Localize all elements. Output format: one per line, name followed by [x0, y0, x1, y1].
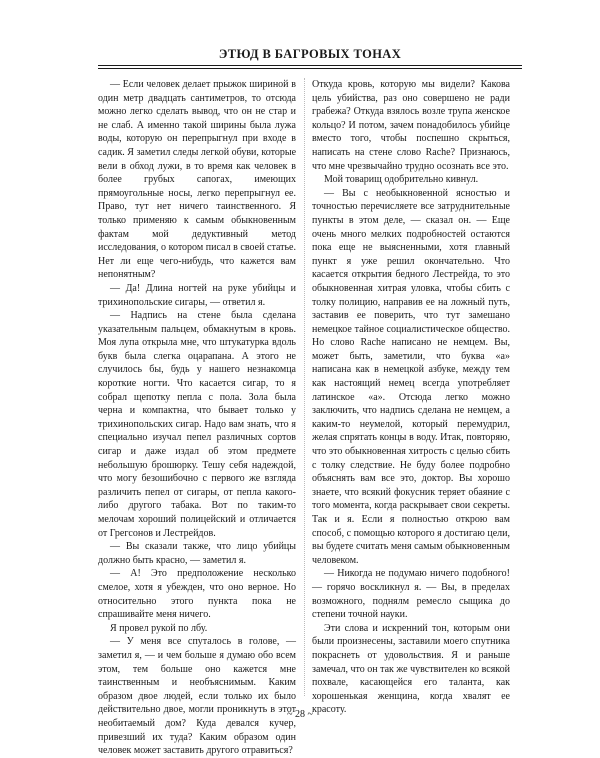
paragraph: — Вы с необыкновенной ясностью и точностью перечисляете все затруднительные пункты в этом деле, — сказал он. — Еще очень много мелких подробностей остаются пока еще не выясненными, хотя главный пункт я уже решил окончательно. Что касается открытия бедного Лестрейда, то это обыкновенная хитрая уловка, чтобы сбить с толку полицию, направив ее на ложный путь, заставив ее поверить, что тут замешано немецкое тайное социалистическое общество. Но слово Rache написано не немцем. Вы, может быть, заметили, что буква «а» написана как в немецкой азбуке, между тем как настоящий немец всегда употребляет латинское «а». Отсюда легко можно заключить, что надпись сделана не немцем, а каким-то неумелой, который перемудрил, желая спрятать концы в воду. Итак, повторяю, что это обыкновенная хитрость с целью сбить с толку следствие. Не буду более подробно объяснять вам все это, доктор. Вы хорошо знаете, что всякий фокусник теряет обаяние с того момента, когда раскрывает свои секреты. Так и я. Если я полностью открою вам способ, с помощью которого я достигаю цели, вы будете считать меня самым обыкновенным человеком. — [312, 187, 510, 566]
paragraph: Эти слова и искренний тон, которым они были произнесены, заставили моего спутника покраснеть от удовольствия. Я и раньше замечал, что он так же чувствителен ко всякой похвале, касающейся его таланта, как хорошенькая женщина, когда хвалят ее красоту. — [312, 622, 510, 716]
header-rule-thin — [98, 68, 522, 69]
paragraph-continued: Откуда кровь, которую мы видели? Какова цель убийства, раз оно совершено не ради грабежа? Откуда взялось возле трупа женское кольцо? И потом, зачем понадобилось убийце вместо того, чтобы поспешно скрыться, написать на стене слово Rache? Признаюсь, что мне чрезвычайно трудно осознать все это. — [312, 79, 510, 172]
paragraph: — Вы сказали также, что лицо убийцы должно быть красно, — заметил я. — [98, 541, 296, 566]
paragraph: — Надпись на стене была сделана указательным пальцем, обмакнутым в кровь. Моя лупа открыла мне, что штукатурка вдоль букв была слегка оцарапана. А этого не случилось бы, будь у нашего незнакомца короткие ногти. Что касается сигар, то я собрал щепотку пепла с пола. Зола была черна и компактна, что бывает только у трихинопольских сигар. Надо вам знать, что я специально изучал пепел различных сортов сигар и даже издал об этом предмете небольшую брошюрку. Тешу себя надеждой, что могу безошибочно с первого же взгляда различить пепел от сигары, от пепла какого-либо другого табака. Вот по таким-то мелочам хороший полицейский и отличается от Грегсонов и Лестрейдов. — [98, 310, 296, 539]
paragraph: Я провел рукой по лбу. — [110, 622, 208, 634]
paragraph: — А! Это предположение несколько смелое, хотя я убежден, что оно верное. Но относительно этого пункта пока не спрашивайте меня ничего. — [98, 568, 296, 621]
paragraph: Мой товарищ одобрительно кивнул. — [324, 174, 479, 186]
right-column — [312, 78, 510, 717]
paragraph: — Да! Длина ногтей на руке убийцы и трихинопольские сигары, — ответил я. — [98, 282, 296, 308]
left-column — [98, 78, 296, 758]
page-number: ~ 28 ~ — [287, 709, 313, 720]
paragraph: — У меня все спуталось в голове, — заметил я, — и чем больше я думаю обо всем этом, тем больше оно кажется мне таинственным и необъяснимым. Каким образом двое людей, если только их было действительно двое, могли проникнуть в этот необитаемый дом? Куда девался кучер, привезший их туда? Каким образом один человек может заставить другого отравиться? — [98, 636, 296, 757]
paragraph: — Никогда не подумаю ничего подобного! — горячо воскликнул я. — Вы, в пределах возможного, поднялм ремесло сыщика до степени точной науки. — [312, 568, 510, 621]
running-header: ЭТЮД В БАГРОВЫХ ТОНАХ — [218, 47, 402, 61]
header-rule — [98, 65, 522, 66]
paragraph: — Если человек делает прыжок шириной в один метр двадцать сантиметров, то отсюда можно легко сделать вывод, что он не стар и не слаб. А именно такой ширины была лужа воды, которую он перепрыгнул при входе в садик. Я заметил следы легкой обуви, которые вели в обход лужи, в то время как человек в более грубых сапогах, имеющих прямоугольные носы, легко перепрыгнул ее. Право, тут нет ничего таинственного. Я только применяю к самым обыкновенным фактам мой дедуктивный метод исследования, о котором писал в своей статье. Нет ли еще чего-нибудь, что кажется вам непонятным? — [98, 79, 297, 281]
column-divider — [304, 78, 305, 696]
